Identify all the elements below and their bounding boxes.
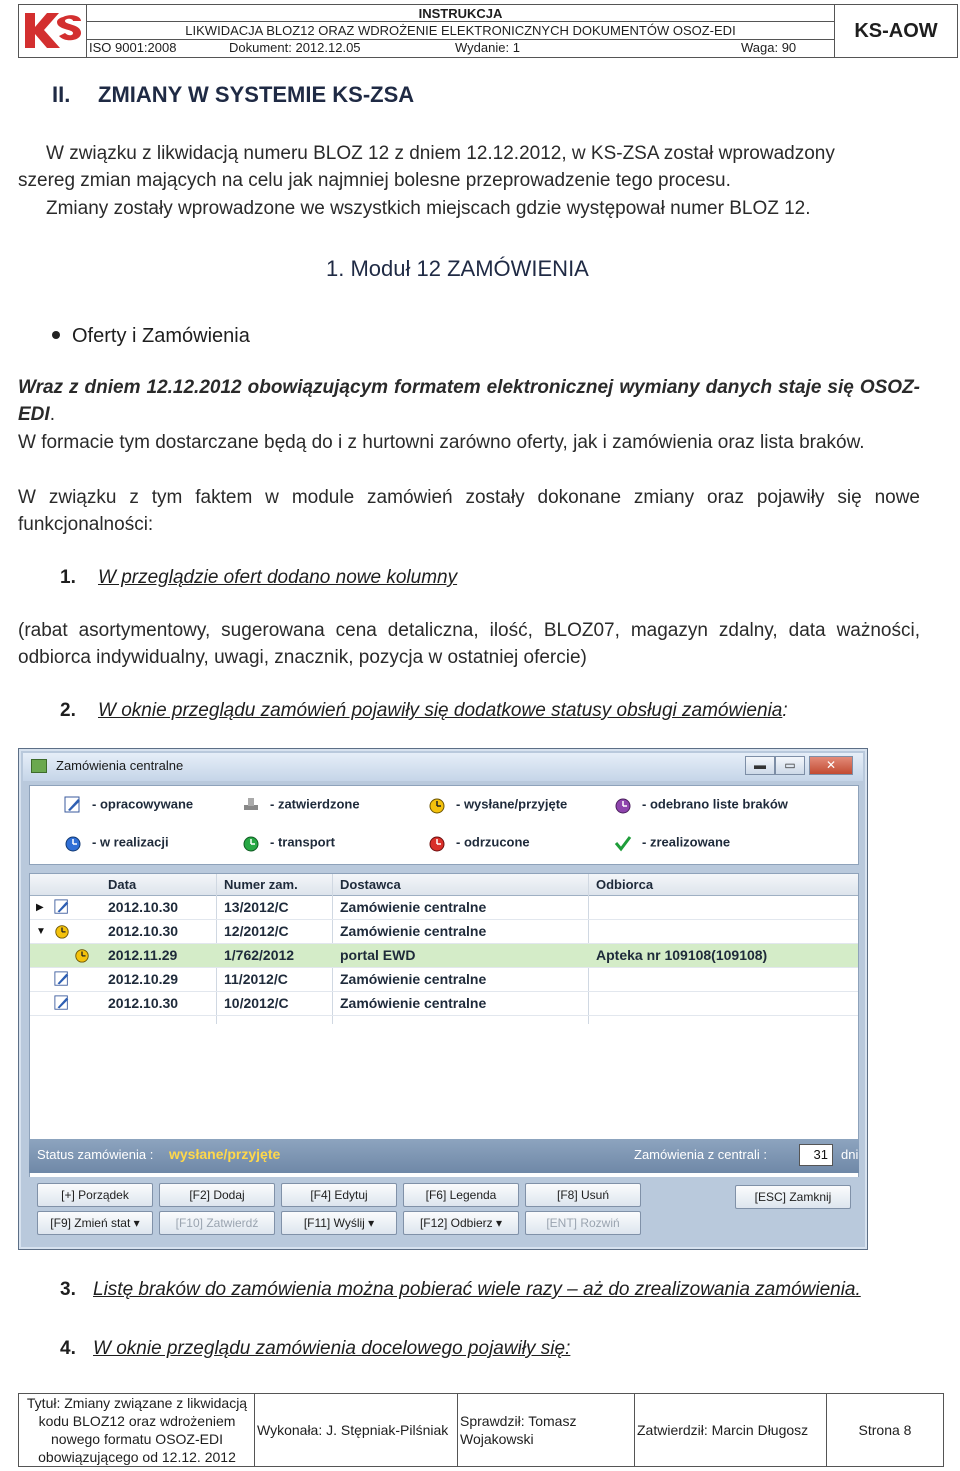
- table-row[interactable]: [30, 920, 858, 944]
- orders-window: [18, 748, 868, 1250]
- days-unit: dni: [841, 1147, 859, 1162]
- footer-wykonala: [255, 1394, 458, 1466]
- list-item-2: [60, 700, 788, 722]
- list-item-1-detail: (rabat asortymentowy, sugerowana cena detaliczna, ilość, BLOZ07, magazyn zdalny, data ważności, odbiorca indywidualny, uwagi, znacznik, pozycja w ostatniej ofercie): [18, 620, 920, 668]
- minimize-button[interactable]: ▬: [745, 756, 775, 775]
- red-clock-icon: [428, 834, 446, 852]
- green-clock-icon: [242, 834, 260, 852]
- section-title-text: ZMIANY W SYSTEMIE KS-ZSA: [98, 82, 415, 107]
- cell-data: 2012.10.30: [108, 923, 179, 939]
- table-row[interactable]: [30, 968, 858, 992]
- purple-clock-icon: [614, 796, 632, 814]
- orders-grid: [29, 873, 859, 1179]
- add-button[interactable]: [F2] Dodaj: [159, 1183, 275, 1207]
- legend-item-wyslane: [428, 796, 567, 814]
- document-footer: [18, 1393, 944, 1467]
- intro-line-3: Zmiany zostały wprowadzone we wszystkich miejscach gdzie występował numer BLOZ 12.: [46, 198, 811, 219]
- legend-item-w-realizacji: [64, 834, 169, 852]
- edit-button[interactable]: [F4] Edytuj: [281, 1183, 397, 1207]
- list-item-4-number: 4.: [60, 1338, 76, 1359]
- footer-title: [19, 1394, 255, 1466]
- legend-item-zatwierdzone: [242, 796, 360, 814]
- pencil-icon: [54, 971, 70, 987]
- header-wydanie: Wydanie: 1: [455, 40, 520, 55]
- bullet-dot-icon: [52, 331, 60, 339]
- cell-data: 2012.11.29: [108, 947, 178, 963]
- footer-page-number: Strona 8: [858, 1422, 912, 1438]
- maximize-button[interactable]: ▭: [775, 756, 805, 775]
- pencil-icon: [64, 796, 82, 814]
- footer-sprawdzil-line-2: Wojakowski: [460, 1431, 534, 1447]
- list-item-3-text: Listę braków do zamówienia można pobierać wiele razy – aż do zrealizowania zamówienia.: [93, 1279, 861, 1300]
- footer-title-line-4: obowiązującego od 12.12. 2012: [38, 1449, 236, 1465]
- approve-button[interactable]: [F10] Zatwierdź: [159, 1211, 275, 1235]
- column-dostawca[interactable]: Dostawca: [340, 877, 401, 892]
- ks-logo-icon: [19, 5, 85, 55]
- cell-numer: 11/2012/C: [224, 971, 288, 987]
- footer-title-line-2: kodu BLOZ12 oraz wdrożeniem: [38, 1413, 236, 1429]
- cell-data: 2012.10.29: [108, 971, 179, 987]
- header-meta-row: [87, 40, 834, 56]
- list-item-3: [60, 1279, 861, 1301]
- cell-numer: 10/2012/C: [224, 995, 289, 1011]
- stamp-icon: [242, 796, 260, 814]
- module-title: 1. Moduł 12 ZAMÓWIENIA: [326, 256, 589, 281]
- legend-label: - odebrano liste braków: [642, 796, 788, 812]
- cell-numer: 12/2012/C: [224, 923, 289, 939]
- footer-wykonala-text: Wykonała: J. Stępniak-Pilśniak: [257, 1422, 449, 1438]
- legend-label: - zatwierdzone: [270, 796, 360, 812]
- legend-label: - zrealizowane: [642, 834, 731, 850]
- days-input[interactable]: 31: [799, 1144, 833, 1166]
- button-bar: [29, 1177, 859, 1243]
- list-item-4: [60, 1338, 570, 1360]
- header-doc-title: LIKWIDACJA BLOZ12 ORAZ WDROŻENIE ELEKTRONICZNYCH DOKUMENTÓW OSOZ-EDI: [87, 22, 834, 40]
- cell-dostawca: Zamówienie centralne: [340, 899, 487, 915]
- header-middle: [87, 5, 835, 57]
- header-doc-code: KS-AOW: [854, 20, 938, 42]
- close-button[interactable]: ✕: [809, 756, 853, 775]
- footer-sprawdzil: [458, 1394, 635, 1466]
- list-item-4-text: W oknie przeglądu zamówienia docelowego pojawiły się:: [93, 1338, 571, 1359]
- legend-label: - wysłane/przyjęte: [456, 796, 568, 812]
- company-logo: [19, 5, 87, 57]
- status-label: Status zamówienia :: [37, 1147, 154, 1162]
- legend-item-odebrano: [614, 796, 788, 814]
- bullet-text: Oferty i Zamówienia: [72, 325, 250, 347]
- cell-numer: 1/762/2012: [224, 947, 295, 963]
- paragraph-osoz-edi-end: .: [49, 404, 55, 425]
- legend-item-odrzucone: [428, 834, 530, 852]
- legend-label: - transport: [270, 834, 335, 850]
- yellow-clock-icon: [54, 923, 70, 939]
- list-item-2-colon: :: [782, 700, 788, 721]
- column-numer[interactable]: Numer zam.: [224, 877, 298, 892]
- status-value: wysłane/przyjęte: [169, 1146, 281, 1162]
- legend-button[interactable]: [F6] Legenda: [403, 1183, 519, 1207]
- list-item-3-number: 3.: [60, 1279, 76, 1300]
- list-item-1: [60, 567, 457, 589]
- cell-data: 2012.10.30: [108, 995, 179, 1011]
- column-data[interactable]: Data: [108, 877, 137, 892]
- row-marker: ▼: [36, 926, 46, 937]
- footer-zatwierdzil-text: Zatwierdził: Marcin Długosz: [637, 1422, 809, 1438]
- blue-clock-icon: [64, 834, 82, 852]
- change-status-button[interactable]: [F9] Zmień stat ▾: [37, 1211, 153, 1235]
- intro-line-1: W związku z likwidacją numeru BLOZ 12 z dniem 12.12.2012, w KS-ZSA został wprowadzony: [46, 143, 835, 164]
- footer-title-line-1: Tytuł: Zmiany związane z likwidacją: [26, 1395, 248, 1411]
- pencil-icon: [54, 995, 70, 1011]
- row-marker: ▶: [36, 902, 44, 913]
- paragraph-format: W formacie tym dostarczane będą do i z hurtowni zarówno oferty, jak i zamówienia oraz lista braków.: [18, 432, 865, 453]
- section-number: II.: [52, 82, 71, 107]
- column-odbiorca[interactable]: Odbiorca: [596, 877, 654, 892]
- receive-button[interactable]: [F12] Odbierz ▾: [403, 1211, 519, 1235]
- yellow-clock-icon: [74, 947, 90, 963]
- header-doc-type: INSTRUKCJA: [87, 5, 834, 22]
- cell-dostawca: Zamówienie centralne: [340, 995, 487, 1011]
- paragraph-osoz-edi-emphasis: Wraz z dniem 12.12.2012 obowiązującym formatem elektronicznej wymiany danych staje się OSOZ-EDI: [18, 377, 920, 425]
- footer-page: [827, 1394, 943, 1466]
- document-header: [18, 4, 958, 58]
- window-title: Zamówienia centralne: [56, 758, 184, 773]
- list-item-1-number: 1.: [60, 567, 76, 588]
- status-legend: [29, 785, 859, 865]
- bullet-item: [52, 325, 250, 348]
- cell-dostawca: portal EWD: [340, 947, 416, 963]
- grid-header: [30, 874, 858, 896]
- footer-zatwierdzil: [635, 1394, 827, 1466]
- legend-label: - opracowywane: [92, 796, 194, 812]
- cell-dostawca: Zamówienie centralne: [340, 923, 487, 939]
- pencil-icon: [54, 899, 70, 915]
- section-title: [52, 82, 414, 108]
- legend-label: - w realizacji: [92, 834, 169, 850]
- paragraph-osoz-edi: [18, 374, 920, 428]
- check-icon: [614, 834, 632, 852]
- footer-title-line-3: nowego formatu OSOZ-EDI: [51, 1431, 223, 1447]
- stored-label: Zamówienia z centrali :: [634, 1147, 767, 1162]
- app-icon: [31, 759, 47, 773]
- order-button[interactable]: [+] Porządek: [37, 1183, 153, 1207]
- legend-label: - odrzucone: [456, 834, 530, 850]
- list-item-2-text: W oknie przeglądu zamówień pojawiły się dodatkowe statusy obsługi zamówienia: [98, 700, 783, 721]
- send-button[interactable]: [F11] Wyślij ▾: [281, 1211, 397, 1235]
- status-bar: [29, 1139, 859, 1173]
- paragraph-changes: W związku z tym faktem w module zamówień zostały dokonane zmiany oraz pojawiły się nowe funkcjonalności:: [18, 487, 920, 535]
- expand-button[interactable]: [ENT] Rozwiń: [525, 1211, 641, 1235]
- footer-sprawdzil-line-1: Sprawdził: Tomasz: [460, 1413, 577, 1429]
- list-item-1-text: W przeglądzie ofert dodano nowe kolumny: [98, 567, 458, 588]
- list-item-2-number: 2.: [60, 700, 76, 721]
- cell-dostawca: Zamówienie centralne: [340, 971, 487, 987]
- legend-item-zrealizowane: [614, 834, 730, 852]
- header-dokument: Dokument: 2012.12.05: [229, 40, 361, 55]
- window-titlebar: [23, 753, 863, 781]
- cell-numer: 13/2012/C: [224, 899, 289, 915]
- close-window-button[interactable]: [ESC] Zamknij: [735, 1185, 851, 1209]
- table-row[interactable]: [30, 992, 858, 1016]
- intro-line-2: szereg zmian mających na celu jak najmniej bolesne przeprowadzenie tego procesu.: [18, 170, 731, 191]
- table-row-selected[interactable]: [30, 944, 858, 968]
- cell-data: 2012.10.30: [108, 899, 179, 915]
- header-waga: Waga: 90: [741, 40, 797, 55]
- header-iso: ISO 9001:2008: [89, 40, 177, 55]
- yellow-clock-icon: [428, 796, 446, 814]
- cell-odbiorca: Apteka nr 109108(109108): [596, 947, 768, 963]
- table-row[interactable]: [30, 896, 858, 920]
- legend-item-opracowywane: [64, 796, 193, 814]
- legend-item-transport: [242, 834, 335, 852]
- delete-button[interactable]: [F8] Usuń: [525, 1183, 641, 1207]
